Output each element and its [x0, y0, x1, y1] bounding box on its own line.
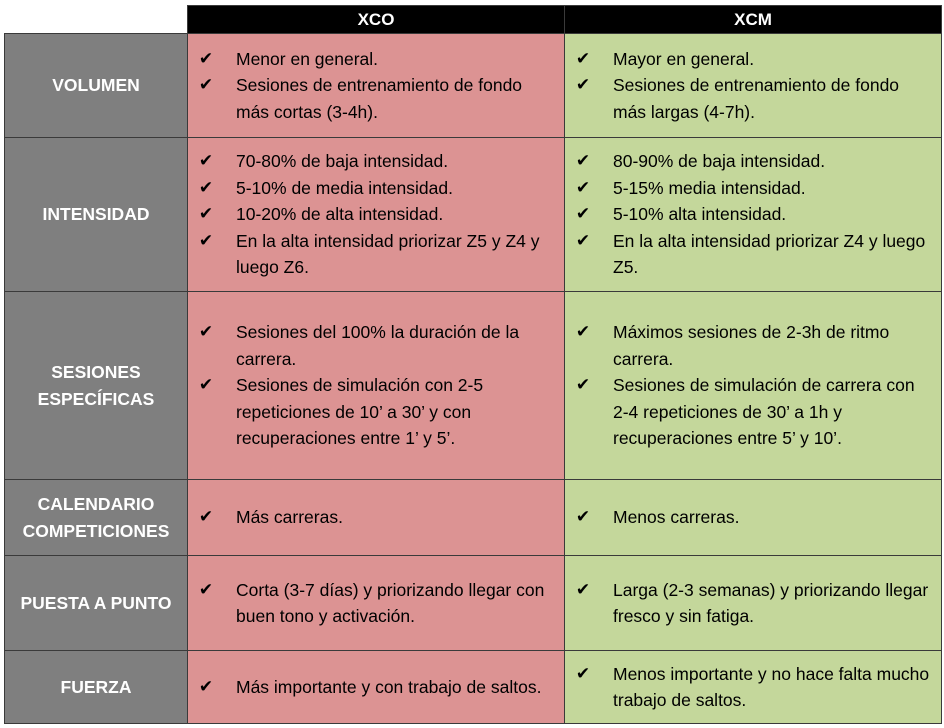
header-row — [5, 6, 942, 34]
xcm-cell — [565, 556, 942, 651]
checkmark-icon: ✔ — [198, 204, 214, 225]
xcm-list — [565, 496, 941, 539]
item-text: Sesiones de entrenamiento de fondo más cortas (3-4h). — [236, 75, 523, 122]
checkmark-icon: ✔ — [198, 75, 214, 96]
item-text: Larga (2-3 semanas) y priorizando llegar fresco y sin fatiga. — [613, 579, 929, 626]
list-item — [575, 319, 931, 372]
xco-list — [188, 311, 564, 460]
checkmark-icon: ✔ — [575, 177, 591, 198]
row-volumen — [5, 34, 942, 138]
item-text: Mayor en general. — [613, 48, 755, 69]
list-item — [198, 577, 554, 630]
checkmark-icon: ✔ — [575, 204, 591, 225]
item-text: 70-80% de baja intensidad. — [236, 151, 449, 172]
list-item — [575, 201, 931, 228]
item-text: Sesiones de entrenamiento de fondo más largas (4-7h). — [613, 75, 900, 122]
xco-list — [188, 496, 564, 539]
checkmark-icon: ✔ — [198, 507, 214, 528]
row-label: VOLUMEN — [5, 34, 188, 138]
item-text: 10-20% de alta intensidad. — [236, 204, 444, 225]
checkmark-icon: ✔ — [198, 375, 214, 396]
comparison-table — [4, 5, 942, 724]
checkmark-icon: ✔ — [198, 151, 214, 172]
xcm-cell — [565, 480, 942, 556]
item-text: 80-90% de baja intensidad. — [613, 151, 826, 172]
xcm-list — [565, 569, 941, 638]
list-item — [575, 72, 931, 125]
checkmark-icon: ✔ — [198, 322, 214, 343]
list-item — [575, 148, 931, 175]
xcm-cell — [565, 138, 942, 292]
list-item — [575, 228, 931, 281]
list-item — [575, 372, 931, 452]
checkmark-icon: ✔ — [575, 151, 591, 172]
item-text: En la alta intensidad priorizar Z4 y luego Z5. — [613, 230, 926, 278]
checkmark-icon: ✔ — [575, 507, 591, 528]
checkmark-icon: ✔ — [575, 663, 591, 684]
row-label: PUESTA A PUNTO — [5, 556, 188, 651]
item-text: 5-10% alta intensidad. — [613, 204, 787, 225]
item-text: Sesiones de simulación de carrera con 2-4 repeticiones de 30’ a 1h y recuperaciones entre 5’ y 10’. — [613, 375, 915, 449]
checkmark-icon: ✔ — [198, 48, 214, 69]
item-text: Más carreras. — [236, 507, 343, 528]
xco-cell — [188, 651, 565, 724]
item-text: 5-15% media intensidad. — [613, 177, 806, 198]
list-item — [198, 148, 554, 175]
row-label: INTENSIDAD — [5, 138, 188, 292]
xco-cell — [188, 480, 565, 556]
xco-cell — [188, 556, 565, 651]
xcm-list — [565, 38, 941, 134]
list-item — [575, 504, 931, 531]
list-item — [575, 175, 931, 202]
corner-cell — [5, 6, 188, 34]
item-text: Menos carreras. — [613, 507, 740, 528]
item-text: Máximos sesiones de 2-3h de ritmo carrera. — [613, 322, 890, 369]
item-text: Sesiones de simulación con 2-5 repeticiones de 10’ a 30’ y con recuperaciones entre 1’ y 5’. — [236, 375, 484, 449]
xcm-list — [565, 140, 941, 289]
row-fuerza — [5, 651, 942, 724]
column-header-xcm: XCM — [565, 6, 942, 34]
checkmark-icon: ✔ — [198, 177, 214, 198]
list-item — [198, 228, 554, 281]
item-text: Más importante y con trabajo de saltos. — [236, 676, 542, 697]
list-item — [198, 72, 554, 125]
item-text: Sesiones del 100% la duración de la carrera. — [236, 322, 520, 369]
row-sesiones-especificas — [5, 292, 942, 480]
list-item — [198, 504, 554, 531]
checkmark-icon: ✔ — [575, 322, 591, 343]
column-header-xco: XCO — [188, 6, 565, 34]
list-item — [575, 577, 931, 630]
list-item — [575, 661, 931, 714]
row-label: FUERZA — [5, 651, 188, 724]
xco-list — [188, 140, 564, 289]
xco-cell — [188, 292, 565, 480]
item-text: En la alta intensidad priorizar Z5 y Z4 y luego Z6. — [236, 230, 540, 278]
checkmark-icon: ✔ — [198, 230, 214, 251]
xco-cell — [188, 34, 565, 138]
item-text: 5-10% de media intensidad. — [236, 177, 453, 198]
checkmark-icon: ✔ — [575, 230, 591, 251]
xcm-list — [565, 653, 941, 722]
checkmark-icon: ✔ — [198, 579, 214, 600]
item-text: Corta (3-7 días) y priorizando llegar con buen tono y activación. — [236, 579, 545, 626]
xcm-cell — [565, 651, 942, 724]
list-item — [198, 175, 554, 202]
item-text: Menos importante y no hace falta mucho trabajo de saltos. — [613, 663, 930, 710]
row-intensidad — [5, 138, 942, 292]
checkmark-icon: ✔ — [575, 75, 591, 96]
list-item — [198, 319, 554, 372]
row-label: CALENDARIO COMPETICIONES — [5, 480, 188, 556]
row-label: SESIONES ESPECÍFICAS — [5, 292, 188, 480]
row-puesta-a-punto — [5, 556, 942, 651]
checkmark-icon: ✔ — [575, 579, 591, 600]
list-item — [198, 674, 554, 701]
checkmark-icon: ✔ — [198, 676, 214, 697]
xco-cell — [188, 138, 565, 292]
checkmark-icon: ✔ — [575, 48, 591, 69]
list-item — [198, 46, 554, 73]
xco-list — [188, 569, 564, 638]
xcm-cell — [565, 34, 942, 138]
xcm-list — [565, 311, 941, 460]
xcm-cell — [565, 292, 942, 480]
list-item — [198, 372, 554, 452]
checkmark-icon: ✔ — [575, 375, 591, 396]
row-calendario-competiciones — [5, 480, 942, 556]
xco-list — [188, 38, 564, 134]
xco-list — [188, 666, 564, 709]
list-item — [575, 46, 931, 73]
list-item — [198, 201, 554, 228]
item-text: Menor en general. — [236, 48, 379, 69]
